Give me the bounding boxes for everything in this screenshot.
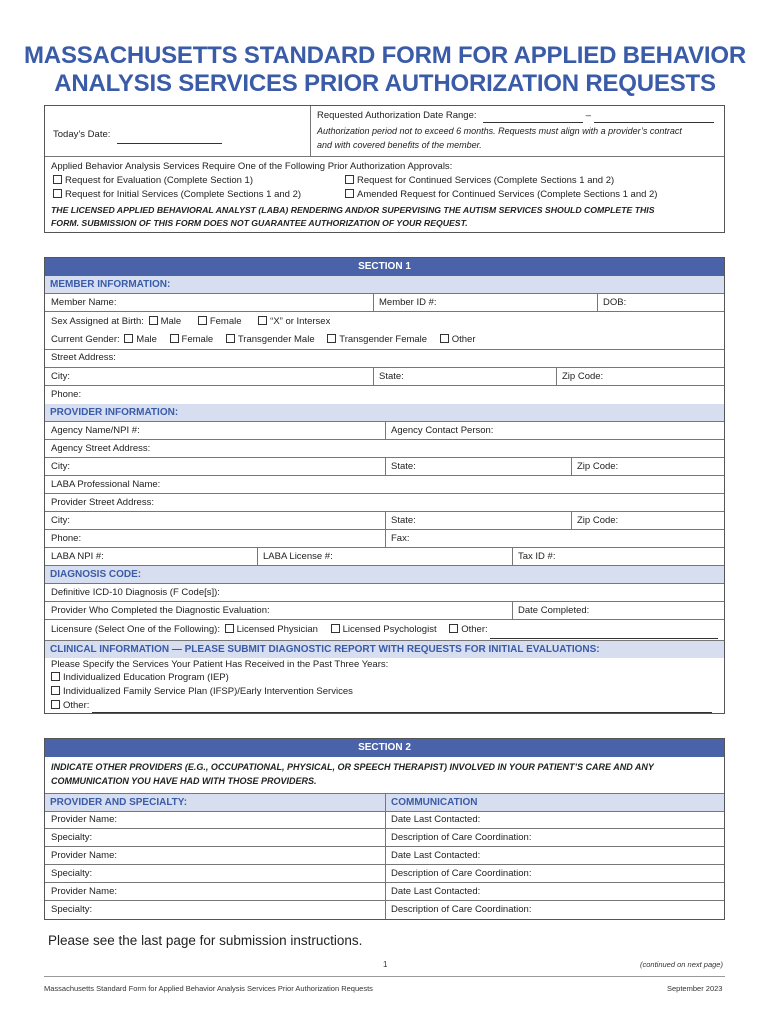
col-communication-heading: COMMUNICATION bbox=[385, 793, 724, 811]
checkbox-sex-x[interactable] bbox=[258, 316, 267, 325]
specialty-1[interactable]: Specialty: bbox=[51, 832, 93, 843]
date-range-dash: – bbox=[585, 110, 592, 121]
licensed-physician-label: Licensed Physician bbox=[236, 624, 318, 635]
section1-heading: SECTION 1 bbox=[45, 258, 724, 276]
checkbox-gender-tfemale[interactable] bbox=[327, 334, 336, 343]
licensure-other-label: Other: bbox=[461, 624, 488, 635]
licensure-other-field[interactable] bbox=[490, 628, 718, 639]
agency-city-label[interactable]: City: bbox=[51, 461, 70, 472]
indicate-line2: COMMUNICATION YOU HAVE HAD WITH THOSE PROVIDERS. bbox=[51, 776, 317, 786]
checkbox-initial[interactable] bbox=[53, 189, 62, 198]
option-initial-label: Request for Initial Services (Complete Sections 1 and 2) bbox=[65, 189, 302, 200]
dob-label[interactable]: DOB: bbox=[603, 297, 627, 308]
laba-notice-line1: THE LICENSED APPLIED BEHAVIORAL ANALYST (LABA) RENDERING AND/OR SUPERVISING THE AUTISM SERVICES SHOULD COMPLETE THIS bbox=[51, 205, 655, 215]
date-completed-label[interactable]: Date Completed: bbox=[518, 605, 590, 616]
date-range-end-field[interactable] bbox=[594, 113, 714, 123]
licensure-label: Licensure (Select One of the Following): bbox=[51, 624, 220, 635]
member-zip-label[interactable]: Zip Code: bbox=[562, 371, 604, 382]
agency-npi-label[interactable]: Agency Name/NPI #: bbox=[51, 425, 140, 436]
tax-id-label[interactable]: Tax ID #: bbox=[518, 551, 556, 562]
laba-name-label[interactable]: LABA Professional Name: bbox=[51, 479, 161, 490]
header-box bbox=[44, 105, 725, 233]
footer-date: September 2023 bbox=[667, 984, 723, 993]
checkbox-licensed-physician[interactable] bbox=[225, 624, 234, 633]
option-evaluation-label: Request for Evaluation (Complete Section 1) bbox=[65, 175, 253, 186]
laba-npi-label[interactable]: LABA NPI #: bbox=[51, 551, 104, 562]
date-range-label: Requested Authorization Date Range: bbox=[317, 110, 477, 121]
gender-other-label: Other bbox=[451, 334, 476, 345]
checkbox-sex-male[interactable] bbox=[149, 316, 158, 325]
street-address-label[interactable]: Street Address: bbox=[51, 352, 116, 363]
gender-tmale-label: Transgender Male bbox=[237, 334, 315, 345]
agency-zip-label[interactable]: Zip Code: bbox=[577, 461, 619, 472]
checkbox-iep[interactable] bbox=[51, 672, 60, 681]
option-amended[interactable] bbox=[341, 188, 657, 201]
care-coordination-1[interactable]: Description of Care Coordination: bbox=[391, 832, 532, 843]
option-amended-label: Amended Request for Continued Services (Complete Sections 1 and 2) bbox=[357, 189, 658, 200]
laba-notice-line2: FORM. SUBMISSION OF THIS FORM DOES NOT GUARANTEE AUTHORIZATION OF YOUR REQUEST. bbox=[51, 218, 468, 228]
checkbox-ifsp[interactable] bbox=[51, 686, 60, 695]
page-number: 1 bbox=[383, 960, 388, 969]
footer-divider bbox=[44, 976, 725, 977]
gender-label: Current Gender: bbox=[51, 334, 120, 345]
member-state-label[interactable]: State: bbox=[379, 371, 404, 382]
form-title-line2: ANALYSIS SERVICES PRIOR AUTHORIZATION REQUESTS bbox=[54, 70, 716, 97]
checkbox-gender-male[interactable] bbox=[124, 334, 133, 343]
provider-info-heading: PROVIDER INFORMATION: bbox=[45, 404, 724, 421]
todays-date-field[interactable] bbox=[117, 134, 222, 144]
date-contacted-2[interactable]: Date Last Contacted: bbox=[391, 850, 481, 861]
clinical-info-heading: CLINICAL INFORMATION — PLEASE SUBMIT DIAGNOSTIC REPORT WITH REQUESTS FOR INITIAL EVALUATIONS: bbox=[45, 640, 724, 658]
provider-name-2[interactable]: Provider Name: bbox=[51, 850, 117, 861]
specialty-3[interactable]: Specialty: bbox=[51, 904, 93, 915]
checkbox-licensure-other[interactable] bbox=[449, 624, 458, 633]
provider-state-label[interactable]: State: bbox=[391, 515, 416, 526]
section1-box bbox=[44, 257, 725, 714]
option-evaluation[interactable] bbox=[49, 174, 253, 187]
checkbox-gender-tmale[interactable] bbox=[226, 334, 235, 343]
checkbox-licensed-psychologist[interactable] bbox=[331, 624, 340, 633]
section2-heading: SECTION 2 bbox=[45, 739, 724, 757]
checkbox-service-other[interactable] bbox=[51, 700, 60, 709]
diag-provider-label[interactable]: Provider Who Completed the Diagnostic Evaluation: bbox=[51, 605, 270, 616]
indicate-line1: INDICATE OTHER PROVIDERS (E.G., OCCUPATIONAL, PHYSICAL, OR SPEECH THERAPIST) INVOLVED IN YOUR PATIENT’S CARE AND ANY bbox=[51, 762, 654, 772]
sex-female-label: Female bbox=[209, 316, 242, 327]
option-continued-label: Request for Continued Services (Complete Sections 1 and 2) bbox=[357, 175, 615, 186]
checkbox-sex-female[interactable] bbox=[198, 316, 207, 325]
gender-female-label: Female bbox=[181, 334, 214, 345]
service-ifsp-label: Individualized Family Service Plan (IFSP)/Early Intervention Services bbox=[63, 686, 353, 697]
service-other-field[interactable] bbox=[92, 703, 712, 713]
date-range-start-field[interactable] bbox=[483, 113, 583, 123]
member-info-heading: MEMBER INFORMATION: bbox=[45, 276, 724, 293]
sex-male-label: Male bbox=[160, 316, 182, 327]
todays-date-label: Today’s Date: bbox=[53, 129, 111, 140]
member-name-label[interactable]: Member Name: bbox=[51, 297, 117, 308]
member-city-label[interactable]: City: bbox=[51, 371, 70, 382]
services-intro: Please Specify the Services Your Patient Has Received in the Past Three Years: bbox=[51, 659, 389, 670]
section2-box bbox=[44, 738, 725, 920]
provider-name-1[interactable]: Provider Name: bbox=[51, 814, 117, 825]
checkbox-amended[interactable] bbox=[345, 189, 354, 198]
submission-instructions: Please see the last page for submission instructions. bbox=[48, 933, 363, 948]
option-initial[interactable] bbox=[49, 188, 301, 201]
service-ifsp[interactable] bbox=[47, 685, 353, 699]
gender-male-label: Male bbox=[136, 334, 157, 345]
provider-fax-label[interactable]: Fax: bbox=[391, 533, 410, 544]
checkbox-gender-female[interactable] bbox=[170, 334, 179, 343]
member-phone-label[interactable]: Phone: bbox=[51, 389, 82, 400]
licensed-psychologist-label: Licensed Psychologist bbox=[342, 624, 437, 635]
service-other[interactable] bbox=[47, 699, 712, 713]
sex-x-label: “X” or Intersex bbox=[270, 316, 331, 327]
option-continued[interactable] bbox=[341, 174, 614, 187]
continued-note: (continued on next page) bbox=[640, 960, 723, 969]
auth-note-line2: and with covered benefits of the member. bbox=[317, 140, 482, 150]
service-iep-label: Individualized Education Program (IEP) bbox=[63, 672, 229, 683]
provider-zip-label[interactable]: Zip Code: bbox=[577, 515, 619, 526]
date-contacted-1[interactable]: Date Last Contacted: bbox=[391, 814, 481, 825]
form-title bbox=[0, 42, 770, 98]
footer-form-name: Massachusetts Standard Form for Applied Behavior Analysis Services Prior Authorization Requests bbox=[44, 984, 373, 993]
specialty-2[interactable]: Specialty: bbox=[51, 868, 93, 879]
provider-name-3[interactable]: Provider Name: bbox=[51, 886, 117, 897]
icd10-label[interactable]: Definitive ICD-10 Diagnosis (F Code[s]): bbox=[51, 587, 220, 598]
provider-phone-label[interactable]: Phone: bbox=[51, 533, 82, 544]
member-id-label[interactable]: Member ID #: bbox=[379, 297, 437, 308]
date-contacted-3[interactable]: Date Last Contacted: bbox=[391, 886, 481, 897]
sex-label: Sex Assigned at Birth: bbox=[51, 316, 144, 327]
diagnosis-code-heading: DIAGNOSIS CODE: bbox=[45, 566, 724, 583]
auth-note-line1: Authorization period not to exceed 6 months. Requests must align with a provider’s contract bbox=[317, 126, 682, 136]
agency-contact-label[interactable]: Agency Contact Person: bbox=[391, 425, 494, 436]
agency-state-label[interactable]: State: bbox=[391, 461, 416, 472]
care-coordination-3[interactable]: Description of Care Coordination: bbox=[391, 904, 532, 915]
laba-license-label[interactable]: LABA License #: bbox=[263, 551, 333, 562]
gender-tfemale-label: Transgender Female bbox=[339, 334, 428, 345]
approvals-intro: Applied Behavior Analysis Services Require One of the Following Prior Authorization Approvals: bbox=[51, 161, 453, 172]
checkbox-gender-other[interactable] bbox=[440, 334, 449, 343]
service-iep[interactable] bbox=[47, 671, 229, 685]
col-provider-heading: PROVIDER AND SPECIALTY: bbox=[45, 793, 385, 811]
provider-city-label[interactable]: City: bbox=[51, 515, 70, 526]
agency-street-label[interactable]: Agency Street Address: bbox=[51, 443, 151, 454]
checkbox-continued[interactable] bbox=[345, 175, 354, 184]
provider-street-label[interactable]: Provider Street Address: bbox=[51, 497, 154, 508]
form-title-line1: MASSACHUSETTS STANDARD FORM FOR APPLIED BEHAVIOR bbox=[24, 42, 746, 69]
checkbox-evaluation[interactable] bbox=[53, 175, 62, 184]
service-other-label: Other: bbox=[63, 700, 90, 711]
care-coordination-2[interactable]: Description of Care Coordination: bbox=[391, 868, 532, 879]
